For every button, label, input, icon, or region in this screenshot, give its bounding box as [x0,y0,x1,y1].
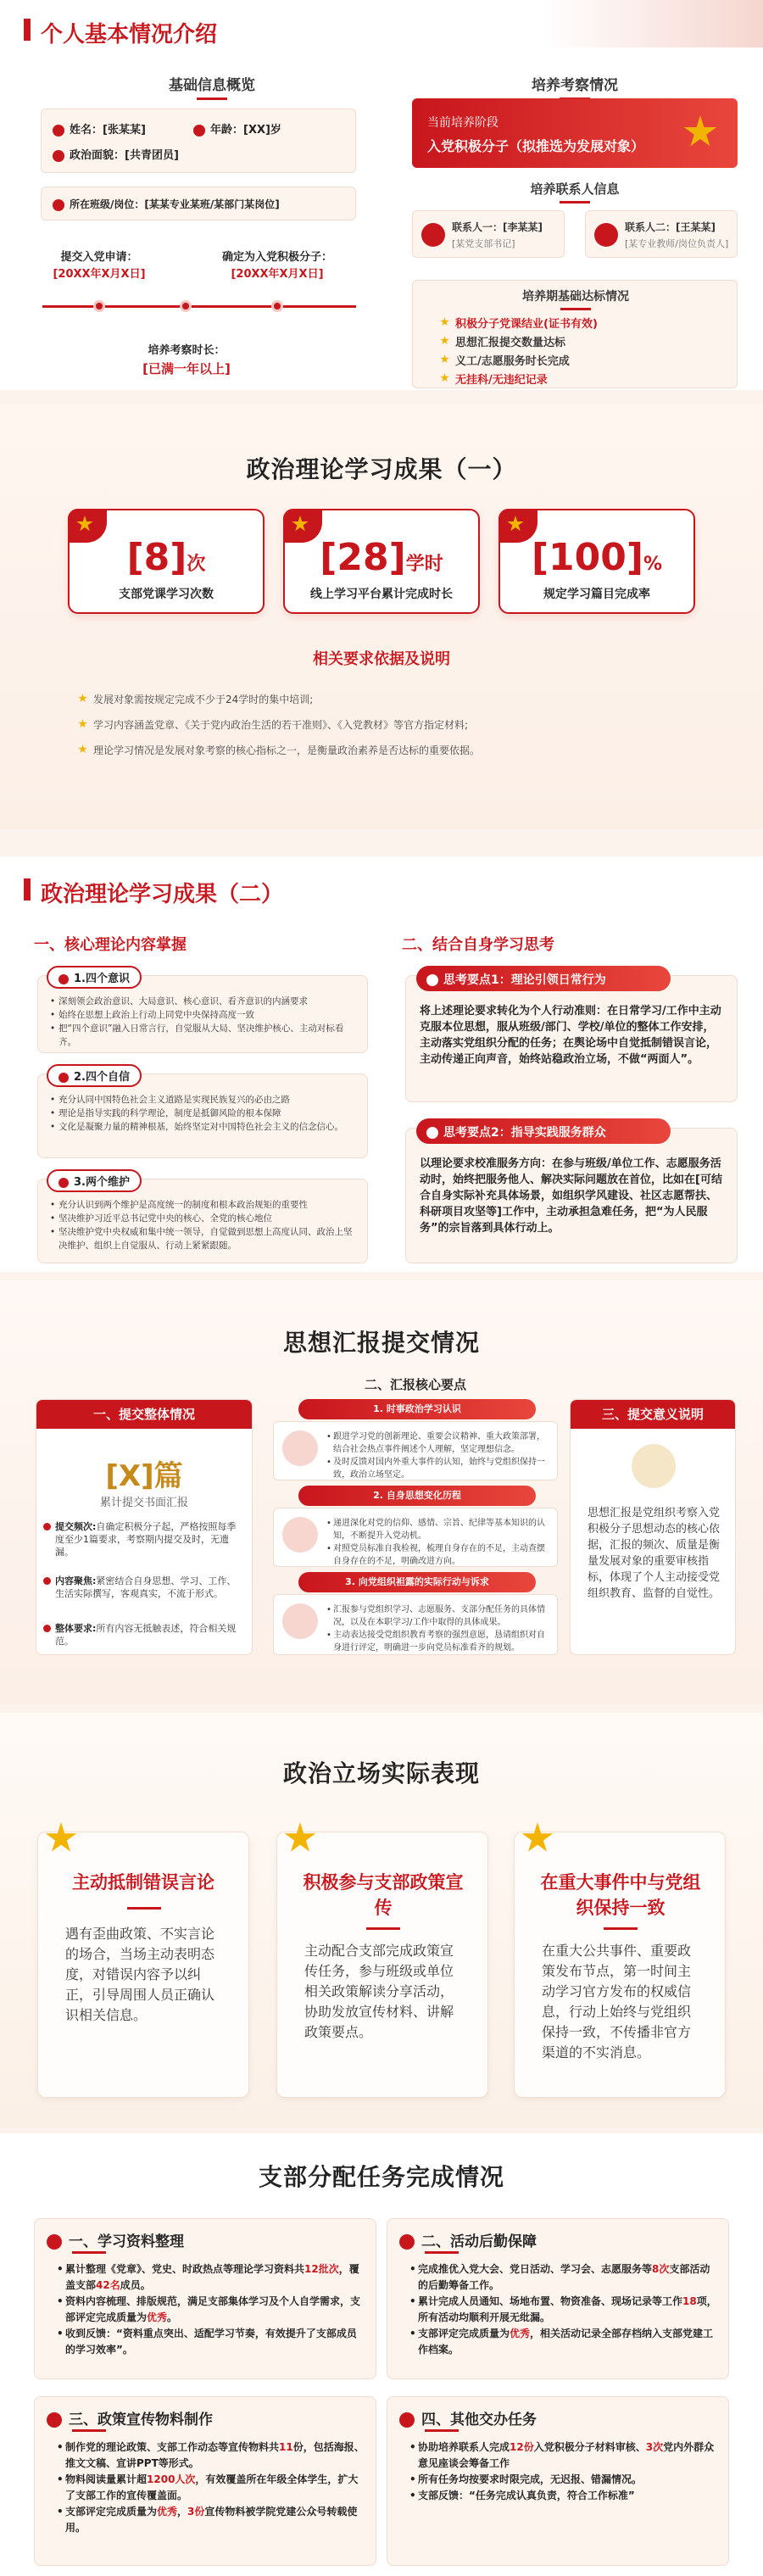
list-item: • 坚决维护习近平总书记党中央的核心、全党的核心地位 [50,1212,357,1225]
stat-value: [8]次 [126,536,206,579]
timeline-period-label: 培养考察时长： [148,344,226,357]
group-tag: 2.四个自信 [74,1071,130,1084]
bookmark-icon [58,1073,69,1083]
section-political-stance [0,1713,763,2128]
timeline-dot [93,300,105,312]
standard-box [412,280,738,388]
stage-value: 入党积极分子（拟推选为发展对象） [427,138,645,154]
contact-card-1 [412,210,565,258]
stat-value: [100]% [531,536,663,579]
star-icon [683,115,717,149]
standard-item: 思想汇报提交数量达标 [455,333,565,349]
think-heading: 思考要点1：理论引领日常行为 [416,966,671,991]
section-personal-info [0,0,763,390]
report-panel-points [273,1399,558,1655]
politics-field: 政治面貌：[共青团员] [53,146,179,162]
standard-title: 培养期基础达标情况 [413,287,738,310]
basis-title: 相关要求依据及说明 [313,650,450,668]
task-item: • 累计整理《党章》、党史、时政热点等理论学习资料共12批次，覆盖支部42名成员。 [57,2261,365,2294]
megaphone-icon [47,2412,62,2428]
standard-item: 无挂科/无违纪记录 [455,371,548,387]
stat-card [498,509,695,614]
report-count-label: 累计提交书面汇报 [99,1497,188,1509]
stance-body: 在重大公共事件、重要政策发布节点，第一时间主动学习官方发布的权威信息，行动上始终与党组织保持一致，不传播非官方渠道的不实消息。 [542,1943,692,2060]
star-icon [76,516,93,532]
timeline-dot [271,300,283,312]
point-pill: 2. 自身思想变化历程 [298,1486,536,1506]
think-body: 以理论要求校准服务方向：在参与班级/单位工作、志愿服务活动时，始终把服务他人、解决实际问题放在首位，比如在[可结合自身实际补充具体场景，如组织学风建设、社区志愿帮扶、科研项目攻坚等]工作中，主动承担急难任务，把“为人民服务”的宗旨落到具体行动上。 [420,1157,722,1235]
task-card [34,2396,376,2566]
stance-title: 主动抵制错误言论 [72,1872,214,1893]
user-icon [53,125,64,137]
section-theory-1 [0,405,763,829]
stage-box [412,98,738,168]
basis-item: 发展对象需按规定完成不少于24学时的集中培训; [93,694,314,705]
think-card [405,1128,738,1263]
point-block: • 汇报参与党组织学习、志愿服务、支部分配任务的具体情况，以及在本职学习/工作中取得的具体成果。 • 主动表达接受党组织教育考察的强烈意愿，恳请组织对自身进行评定，明确进一步向党员标准看齐的规划。 [273,1594,558,1655]
name-field: 姓名：[张某某] [53,120,146,137]
contact-role: [某党支部书记] [452,238,515,249]
book-icon [282,1430,318,1466]
stance-title: 积极参与支部政策宣传 [303,1872,464,1918]
task-card [387,2218,729,2379]
theory-group [37,1073,368,1158]
task-heading: 三、政策宣传物料制作 [69,2412,213,2428]
age-field: 年龄：[XX]岁 [193,120,281,137]
point-pill: 3. 向党组织袒露的实际行动与诉求 [298,1572,536,1592]
basic-info-title: 基础信息概览 [68,73,356,100]
stat-value: [28]学时 [320,536,443,579]
stance-title: 在重大事件中与党组织保持一致 [540,1872,701,1918]
column-heading: 二、结合自身学习思考 [402,936,554,954]
building-icon [53,199,64,211]
report-panel-meaning [570,1399,736,1655]
stance-body: 主动配合支部完成政策宣传任务，参与班级或单位相关政策解读分享活动，协助发放宣传材料、讲解政策要点。 [304,1943,454,2040]
class-field: 所在班级/岗位：[某某专业某班/某部门某岗位] [53,197,280,211]
star-icon [284,1822,316,1854]
stance-card [37,1832,249,2098]
task-heading: 四、其他交办任务 [421,2412,537,2428]
section-title: 政治理论学习成果（二） [41,882,284,907]
star-icon [45,1822,77,1854]
task-item: • 所有任务均按要求时限完成，无迟报、错漏情况。 [409,2472,718,2488]
stat-label: 线上学习平台累计完成时长 [310,588,453,601]
handshake-icon [282,1603,318,1639]
standard-item: 义工/志愿服务时长完成 [455,352,570,368]
stage-label: 当前培养阶段 [427,116,498,130]
stance-card [514,1832,726,2098]
task-item: • 完成推优入党大会、党日活动、学习会、志愿服务等8次支部活动的后勤筹备工作。 [409,2261,718,2294]
theory-group [37,1176,368,1263]
timeline-confirm-value: [20XX年X月X日] [231,268,324,281]
group-tag: 1.四个意识 [74,973,130,985]
star-icon [507,516,524,532]
point-block: • 递进深化对党的信仰、感情、宗旨、纪律等基本知识的认知，不断提升入党动机。 • 对照党员标准自我检视，梳理自身存在的不足，主动查摆自身存在的不足，明确改进方向。 [273,1508,558,1567]
report-item: 整体要求:所有内容无抵触表述，符合相关规范。 [55,1622,242,1648]
task-item: • 制作党的理论政策、支部工作动态等宣传物料共11份，包括海报、推文文稿、宣讲PPT等形式。 [57,2439,365,2472]
standard-item: 积极分子党课结业(证书有效) [455,315,598,331]
section-theory-2 [0,856,763,1272]
task-card [387,2396,729,2566]
star-icon [292,516,309,532]
basic-info-box [41,109,356,173]
stance-body: 遇有歪曲政策、不实言论的场合，当场主动表明态度，对错误内容予以纠正，引导周围人员正确认识相关信息。 [65,1926,215,2023]
section-report [0,1280,763,1704]
report-panel-overall [36,1399,253,1655]
document-icon [47,2234,62,2250]
task-item: • 支部评定完成质量为优秀，3份宣传物料被学院党建公众号转载使用。 [57,2504,365,2536]
task-heading: 二、活动后勤保障 [421,2233,537,2250]
meaning-body: 思想汇报是党组织考察入党积极分子思想动态的核心依据，汇报的频次、质量是衡量发展对象的重要审核指标，体现了个人主动接受党组织教育、监督的自觉性。 [588,1507,721,1600]
list-item: • 把“四个意识”融入日常言行，自觉服从大局、坚决维护核心、主动对标看齐。 [50,1022,357,1049]
stat-label: 支部党课学习次数 [119,588,214,601]
section-title: 思想汇报提交情况 [282,1329,480,1357]
timeline-dot [180,300,192,312]
stance-card [276,1832,488,2098]
group-tag: 3.两个维护 [74,1176,130,1189]
column-heading: 一、核心理论内容掌握 [34,936,187,954]
basis-item: 学习内容涵盖党章、《关于党内政治生活的若干准则》、《入党教材》等官方指定材料; [93,719,469,731]
panel-heading: 二、汇报核心要点 [364,1377,466,1392]
task-item: • 物料阅读量累计超1200人次，有效覆盖所在年级全体学生，扩大了支部工作的宣传覆盖面。 [57,2472,365,2504]
list-item: • 理论是指导实践的科学理论，制度是抵御风险的根本保障 [50,1107,357,1120]
report-item: 提交频次:自确定积极分子起，严格按照每季度至少1篇要求，考察期内提交及时，无遗漏。 [55,1520,242,1558]
lightbulb-icon [426,974,438,986]
star-icon [521,1822,554,1854]
section-title: 政治立场实际表现 [282,1759,480,1787]
panel-heading: 一、提交整体情况 [36,1400,252,1429]
bookmark-icon [58,974,69,984]
list-item: • 始终在思想上政治上行动上同党中央保持高度一致 [50,1008,357,1022]
task-card [34,2218,376,2379]
section-title: 政治理论学习成果（一） [246,455,517,483]
stat-card [68,509,265,614]
stat-card [283,509,480,614]
think-card [405,975,738,1102]
bookmark-icon [58,1178,69,1188]
clipboard-icon [399,2412,415,2428]
list-item: • 坚决维护党中央权威和集中统一领导，自觉做到思想上高度认同、政治上坚决维护、组织上自觉服从、行动上紧紧跟随。 [50,1225,357,1252]
gear-icon [399,2234,415,2250]
flag-icon [53,150,64,162]
section-title: 个人基本情况介绍 [41,22,218,47]
task-item: • 协助培养联系人完成12份入党积极分子材料审核、3次党内外群众意见座谈会筹备工作 [409,2439,718,2472]
list-item: • 充分认同中国特色社会主义道路是实现民族复兴的必由之路 [50,1093,357,1107]
contact-role: [某专业教师/岗位负责人] [625,238,729,249]
list-item: • 充分认识到两个维护是高度统一的制度和根本政治规矩的重要性 [50,1198,357,1212]
task-item: • 累计完成人员通知、场地布置、物资准备、现场记录等工作18项，所有活动均顺利开展无纰漏。 [409,2294,718,2326]
lightbulb-icon [426,1127,438,1139]
basis-item: 理论学习情况是发展对象考察的核心指标之一，是衡量政治素养是否达标的重要依据。 [93,744,481,756]
report-count: [X]篇 [105,1459,183,1493]
timeline-apply-value: [20XX年X月X日] [53,268,146,281]
task-heading: 一、学习资料整理 [69,2233,184,2250]
clock-icon [193,125,205,137]
task-item: • 支部评定完成质量为优秀，相关活动记录全部存档纳入支部党建工作档案。 [409,2326,718,2358]
contact-title: 培养联系人信息 [412,180,738,204]
list-item: • 文化是凝聚力量的精神根基，始终坚定对中国特色社会主义的信念信心。 [50,1120,357,1134]
think-body: 将上述理论要求转化为个人行动准则：在日常学习/工作中主动克服本位思想，服从班级/部门、学校/单位的整体工作安排，主动落实党组织分配的任务；在舆论场中自觉抵制错误言论，主动传递正向声音，始终站稳政治立场，不做“两面人”。 [420,1005,721,1066]
timeline-confirm-label: 确定为入党积极分子： [221,251,332,264]
point-block: • 跟进学习党的创新理论、重要会议精神、重大政策部署，结合社会热点事件阐述个人理解，坚定理想信念。 • 及时反馈对国内外重大事件的认知，始终与党组织保持一致，政治立场坚定。 [273,1421,558,1480]
avatar-icon [594,223,618,247]
chart-icon [282,1517,318,1553]
timeline-line [42,305,356,308]
contact-card-2 [585,210,738,258]
section-title: 支部分配任务完成情况 [258,2163,504,2191]
gear-icon [632,1444,676,1488]
contact-name: 联系人一：[李某某] [452,221,543,233]
task-item: • 收到反馈：“资料重点突出、适配学习节奏，有效提升了支部成员的学习效率”。 [57,2326,365,2358]
report-item: 内容聚焦:紧密结合自身思想、学习、工作、生活实际撰写，客观真实，不流于形式。 [55,1575,242,1600]
section-header [0,0,763,47]
section-tasks [0,2133,763,2576]
theory-group [37,975,368,1053]
avatar-icon [421,223,445,247]
timeline-period-value: [已满一年以上] [142,361,231,376]
timeline-apply-label: 提交入党申请： [60,251,138,264]
stat-label: 规定学习篇目完成率 [543,588,650,601]
list-item: • 深刻领会政治意识、大局意识、核心意识、看齐意识的内涵要求 [50,995,357,1008]
task-item: • 资料内容梳理、排版规范，满足支部集体学习及个人自学需求，支部评定完成质量为优秀。 [57,2294,365,2326]
train-title: 培养考察情况 [412,73,738,100]
task-item: • 支部反馈：“任务完成认真负责，符合工作标准” [409,2488,718,2504]
point-pill: 1. 时事政治学习认识 [298,1399,536,1419]
panel-heading: 三、提交意义说明 [571,1400,735,1429]
think-heading: 思考要点2：指导实践服务群众 [416,1118,671,1144]
contact-name: 联系人二：[王某某] [625,221,716,233]
